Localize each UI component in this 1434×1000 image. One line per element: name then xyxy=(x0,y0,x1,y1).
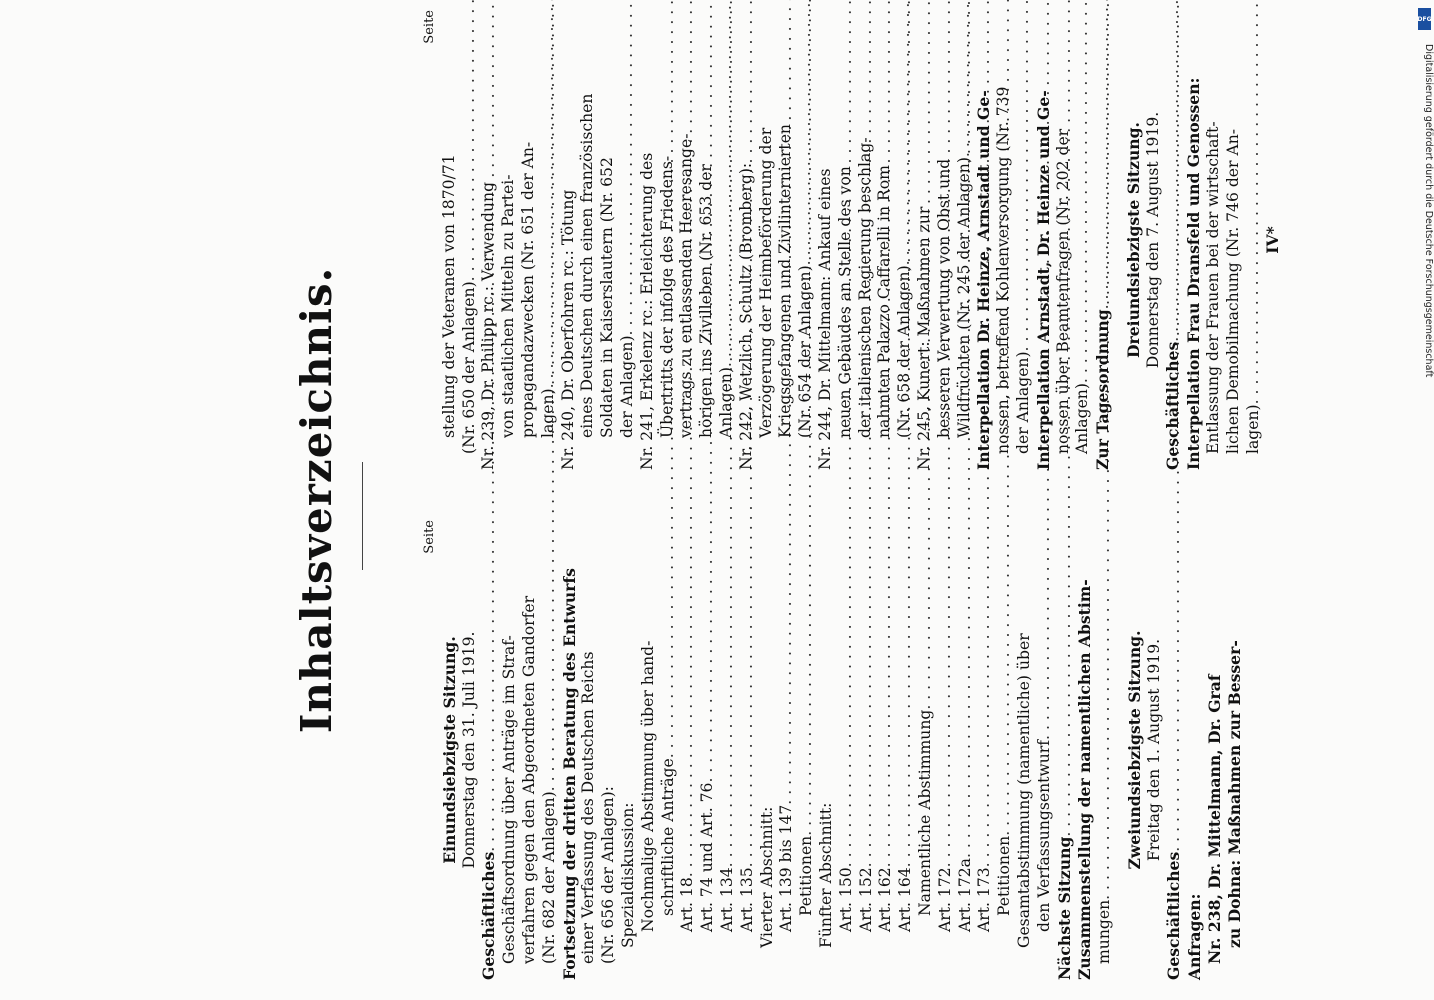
toc-entry: Art. 172 . . . xyxy=(936,520,956,980)
toc-entry: Geschäftliches . . . xyxy=(1163,10,1184,470)
toc-entry: Art. 74 und Art. 76 . . . xyxy=(698,520,718,980)
toc-entry: der Anlagen) . . . xyxy=(1014,10,1034,470)
toc-entry-line: verfahren gegen den Abgeordneten Gandorfer xyxy=(519,595,538,964)
toc-entry-line: einer Verfassung des Deutschen Reichs xyxy=(579,651,598,964)
toc-entry-line: nossen über Beamtenfragen (Nr. 202 der xyxy=(1053,128,1072,454)
toc-entry: (Nr. 658 der Anlagen) . . . xyxy=(895,10,915,470)
toc-entry: den Verfassungsentwurf . . . xyxy=(1035,520,1055,980)
toc-entry: Art. 18 . . . xyxy=(678,520,698,980)
dfg-logo: DFG xyxy=(1418,8,1431,30)
toc-entry-line: Fortsetzung der dritten Beratung des Entwurfs xyxy=(559,568,579,980)
toc-entry-line: Nr. 245, Kunert: Maßnahmen zur xyxy=(914,206,933,470)
toc-entry-line: vertrags zu entlassenden Heeresange- xyxy=(677,133,696,438)
toc-entry-line: Vierter Abschnitt: xyxy=(757,806,776,948)
session-71-date: Donnerstag den 31. Juli 1919. xyxy=(459,631,478,869)
toc-entry: Art. 172a . . . xyxy=(956,520,976,980)
toc-entry: Art. 164 . . . xyxy=(896,520,916,980)
toc-entry-line: nossen, betreffend Kohlenversorgung (Nr. 739 xyxy=(994,86,1013,454)
toc-entry-line: zu Dohna: Maßnahmen zur Besser- xyxy=(1224,640,1244,948)
toc-entry-line: Anfragen: xyxy=(1185,893,1205,980)
session-73-date: Donnerstag den 7. August 1919. xyxy=(1143,111,1162,369)
toc-entry: Art. 162 . . . xyxy=(876,520,896,980)
toc-entry: Petitionen . . . xyxy=(797,520,817,980)
toc-entry: der Anlagen) . . . xyxy=(618,10,638,470)
toc-entry-line: Soldaten in Kaiserslautern (Nr. 652 xyxy=(598,157,617,438)
toc-title: Inhaltsverzeichnis. xyxy=(292,266,341,734)
toc-entry-line: Fünfter Abschnitt: xyxy=(816,802,835,948)
toc-entry-line: Nr. 238, Dr. Mittelmann, Dr. Graf xyxy=(1205,674,1225,964)
toc-entry: Namentliche Abstimmung . . . xyxy=(916,520,936,980)
page-number: IV* xyxy=(1263,226,1283,254)
toc-entry-line: neuen Gebäudes an Stelle des von xyxy=(835,166,854,438)
toc-title-block xyxy=(292,0,348,1000)
toc-entry-line: nahmten Palazzo Caffarelli in Rom xyxy=(875,165,894,438)
toc-entry: (Nr. 650 der Anlagen) . . . xyxy=(460,10,480,470)
toc-entry-line: Gesamtabstimmung (namentliche) über xyxy=(1014,633,1033,948)
toc-entry: Art. 135 . . . xyxy=(738,520,758,980)
session-73-heading: Dreiundsiebzigste Sitzung. xyxy=(1123,122,1143,358)
toc-entry-line: Interpellation Dr. Heinze, Arnstadt und Ge- xyxy=(974,90,994,470)
toc-entry-line: Geschäftsordnung über Anträge im Straf- xyxy=(500,635,519,964)
toc-entry: Art. 139 bis 147 . . . xyxy=(777,520,797,980)
toc-entry: Art. 134 . . . xyxy=(718,520,738,980)
toc-entry-line: Nr. 241, Erkelenz rc.: Erleichterung des xyxy=(637,152,656,470)
session-72-heading: Zweiundsiebzigste Sitzung. xyxy=(1124,630,1144,870)
toc-entry-line: Interpellation Frau Dransfeld und Genossen: xyxy=(1184,77,1204,470)
toc-entry-line: Nr. 244, Dr. Mittelmann: Ankauf eines xyxy=(815,168,834,470)
toc-entry: Petitionen . . . xyxy=(995,520,1015,980)
toc-entry-line: Interpellation Arnstadt, Dr. Heinze und Ge- xyxy=(1033,90,1053,470)
toc-entry-line: Spezialdiskussion: xyxy=(618,802,637,948)
session-72-date: Freitag den 1. August 1919. xyxy=(1144,638,1163,862)
left-column xyxy=(420,520,1245,980)
toc-entry: Zur Tagesordnung . . . xyxy=(1093,10,1114,470)
toc-entry-line: Nr. 240, Dr. Oberfohren rc.: Tötung xyxy=(558,189,577,470)
toc-entry-line: Entlassung der Frauen bei der wirtschaft- xyxy=(1204,121,1223,454)
seite-label-left: Seite xyxy=(422,520,437,554)
toc-entry: Art. 152 . . . xyxy=(857,520,877,980)
toc-entry-line: Nr. 239, Dr. Philipp rc.: Verwendung xyxy=(479,181,498,470)
toc-entry-line: Nr. 242, Wetzlich, Schultz (Bromberg): xyxy=(736,162,755,470)
toc-entry-line: Nochmalige Abstimmung über hand- xyxy=(638,640,657,932)
toc-entry-line: Übertritts der infolge des Friedens- xyxy=(657,155,676,438)
toc-entry: (Nr. 654 der Anlagen) . . . xyxy=(796,10,816,470)
toc-entry-line: Kriegsgefangenen und Zivilinternierten xyxy=(776,124,795,438)
toc-entry: lagen) . . . xyxy=(539,10,559,470)
toc-entry-line: stellung der Veteranen von 1870/71 xyxy=(439,154,458,438)
toc-entry: Nächste Sitzung . . . xyxy=(1055,520,1076,980)
toc-entry-line: hörigen ins Zivilleben (Nr. 653 der xyxy=(697,164,716,438)
toc-entry: Wildfrüchten (Nr. 245 der Anlagen) . . . xyxy=(955,10,975,470)
toc-entry-line: besseren Verwertung von Obst und xyxy=(934,158,953,438)
toc-entry: Anlagen) . . . xyxy=(1073,10,1093,470)
toc-entry: Art. 173 . . . xyxy=(975,520,995,980)
toc-entry-line: lichen Demobilmachung (Nr. 746 der An- xyxy=(1223,128,1242,454)
toc-entry-line: Verzögerung der Heimbeförderung der xyxy=(756,127,775,438)
toc-entry: Geschäftliches . . . xyxy=(479,520,500,980)
toc-entry-line: der italienischen Regierung beschlag- xyxy=(855,137,874,438)
session-71-heading: Einundsiebzigste Sitzung. xyxy=(439,636,459,864)
toc-entry: Art. 150 . . . xyxy=(837,520,857,980)
toc-entry-line: von staatlichen Mitteln zu Partei- xyxy=(499,174,518,438)
toc-entry: lagen) . . . xyxy=(1244,10,1264,470)
toc-entry: schriftliche Anträge . . . xyxy=(659,520,679,980)
toc-entry: (Nr. 682 der Anlagen) . . . xyxy=(540,520,560,980)
toc-entry-line: propagandazwecken (Nr. 651 der An- xyxy=(518,141,537,438)
toc-entry-line: Zusammenstellung der namentlichen Abstim- xyxy=(1075,579,1095,980)
toc-entry-line: eines Deutschen durch einen französischen xyxy=(578,93,597,438)
toc-entry: mungen . . . xyxy=(1095,520,1115,980)
toc-entry-line: (Nr. 656 der Anlagen): xyxy=(599,786,618,964)
digitization-note-text: Digitalisierung gefördert durch die Deutsche Forschungsgemeinschaft xyxy=(1423,44,1434,378)
toc-entry: Anlagen) . . . xyxy=(717,10,737,470)
toc-entry: Geschäftliches . . . xyxy=(1164,520,1185,980)
seite-label-right: Seite xyxy=(422,10,437,44)
right-column xyxy=(420,10,1283,470)
